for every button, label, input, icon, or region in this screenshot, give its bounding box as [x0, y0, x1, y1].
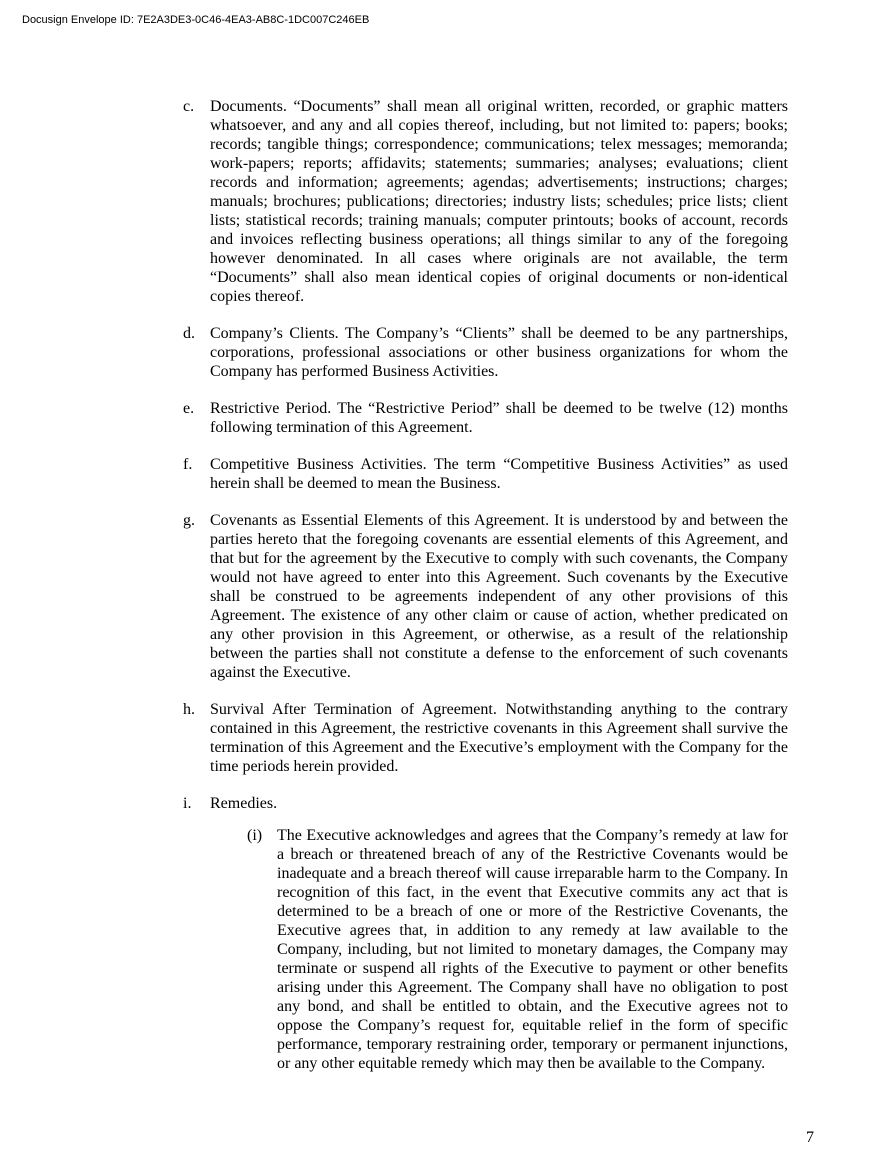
clause-text: Covenants as Essential Elements of this Agreement. It is understood by and between the parties hereto that the foregoing covenants are essential elements of this Agreement, and that but for the agreement by the Executive to comply with such covenants, the Company would not have agreed to enter into this Agreement. Such covenants by the Executive shall be construed to be agreements independent of any other provisions of this Agreement. The existence of any other claim or cause of action, whether predicated on any other provision in this Agreement, or otherwise, as a result of the relationship between the parties shall not constitute a defense to the enforcement of such covenants against the Executive.: [210, 512, 788, 681]
clause-e-restrictive-period: [183, 399, 788, 437]
subclause-text: The Executive acknowledges and agrees that the Company’s remedy at law for a breach or threatened breach of any of the Restrictive Covenants would be inadequate and a breach thereof will cause irreparable harm to the Company. In recognition of this fact, in the event that Executive commits any act that is determined to be a breach of one or more of the Restrictive Covenants, the Executive agrees that, in addition to any remedy at law available to the Company, including, but not limited to monetary damages, the Company may terminate or suspend all rights of the Executive to payment or other benefits arising under this Agreement. The Company shall have no obligation to post any bond, and shall be entitled to obtain, and the Executive agrees not to oppose the Company’s request for, equitable relief in the form of specific performance, temporary restraining order, temporary or permanent injunctions, or any other equitable remedy which may then be available to the Company.: [277, 827, 788, 1072]
clause-i-remedies: [183, 794, 788, 813]
subclause-i: [247, 826, 788, 1073]
clause-g-covenants: [183, 511, 788, 682]
clause-marker: g.: [183, 512, 195, 529]
clause-h-survival: [183, 700, 788, 776]
envelope-id: Docusign Envelope ID: 7E2A3DE3-0C46-4EA3-AB8C-1DC007C246EB: [22, 14, 370, 26]
clause-text: Competitive Business Activities. The term “Competitive Business Activities” as used herein shall be deemed to mean the Business.: [210, 456, 788, 492]
clause-f-competitive-business: [183, 455, 788, 493]
page-number: 7: [806, 1129, 814, 1146]
clause-marker: c.: [183, 98, 195, 115]
clause-marker: i.: [183, 795, 192, 812]
clause-text: Company’s Clients. The Company’s “Clients” shall be deemed to be any partnerships, corporations, professional associations or other business organizations for whom the Company has performed Business Activities.: [210, 325, 788, 380]
subclause-marker: (i): [247, 827, 263, 844]
clause-text: Restrictive Period. The “Restrictive Period” shall be deemed to be twelve (12) months following termination of this Agreement.: [210, 400, 788, 436]
document-body: [0, 97, 893, 1073]
clause-marker: h.: [183, 701, 195, 718]
clause-text: Survival After Termination of Agreement. Notwithstanding anything to the contrary contained in this Agreement, the restrictive covenants in this Agreement shall survive the termination of this Agreement and the Executive’s employment with the Company for the time periods herein provided.: [210, 701, 788, 775]
clause-c-documents: [183, 97, 788, 306]
clause-text: Remedies.: [210, 795, 278, 812]
clause-text: Documents. “Documents” shall mean all original written, recorded, or graphic matters whatsoever, and any and all copies thereof, including, but not limited to: papers; books; records; tangible things; correspondence; communications; telex messages; memoranda; work-papers; reports; affidavits; statements; summaries; analyses; evaluations; client records and information; agreements; agendas; advertisements; instructions; charges; manuals; brochures; publications; directories; industry lists; schedules; price lists; client lists; statistical records; training manuals; computer printouts; books of account, records and invoices reflecting business operations; all things similar to any of the foregoing however denominated. In all cases where originals are not available, the term “Documents” shall also mean identical copies of original documents or non-identical copies thereof.: [210, 98, 788, 305]
clause-marker: d.: [183, 325, 195, 342]
clause-marker: e.: [183, 400, 195, 417]
clause-d-company-clients: [183, 324, 788, 381]
clause-marker: f.: [183, 456, 193, 473]
